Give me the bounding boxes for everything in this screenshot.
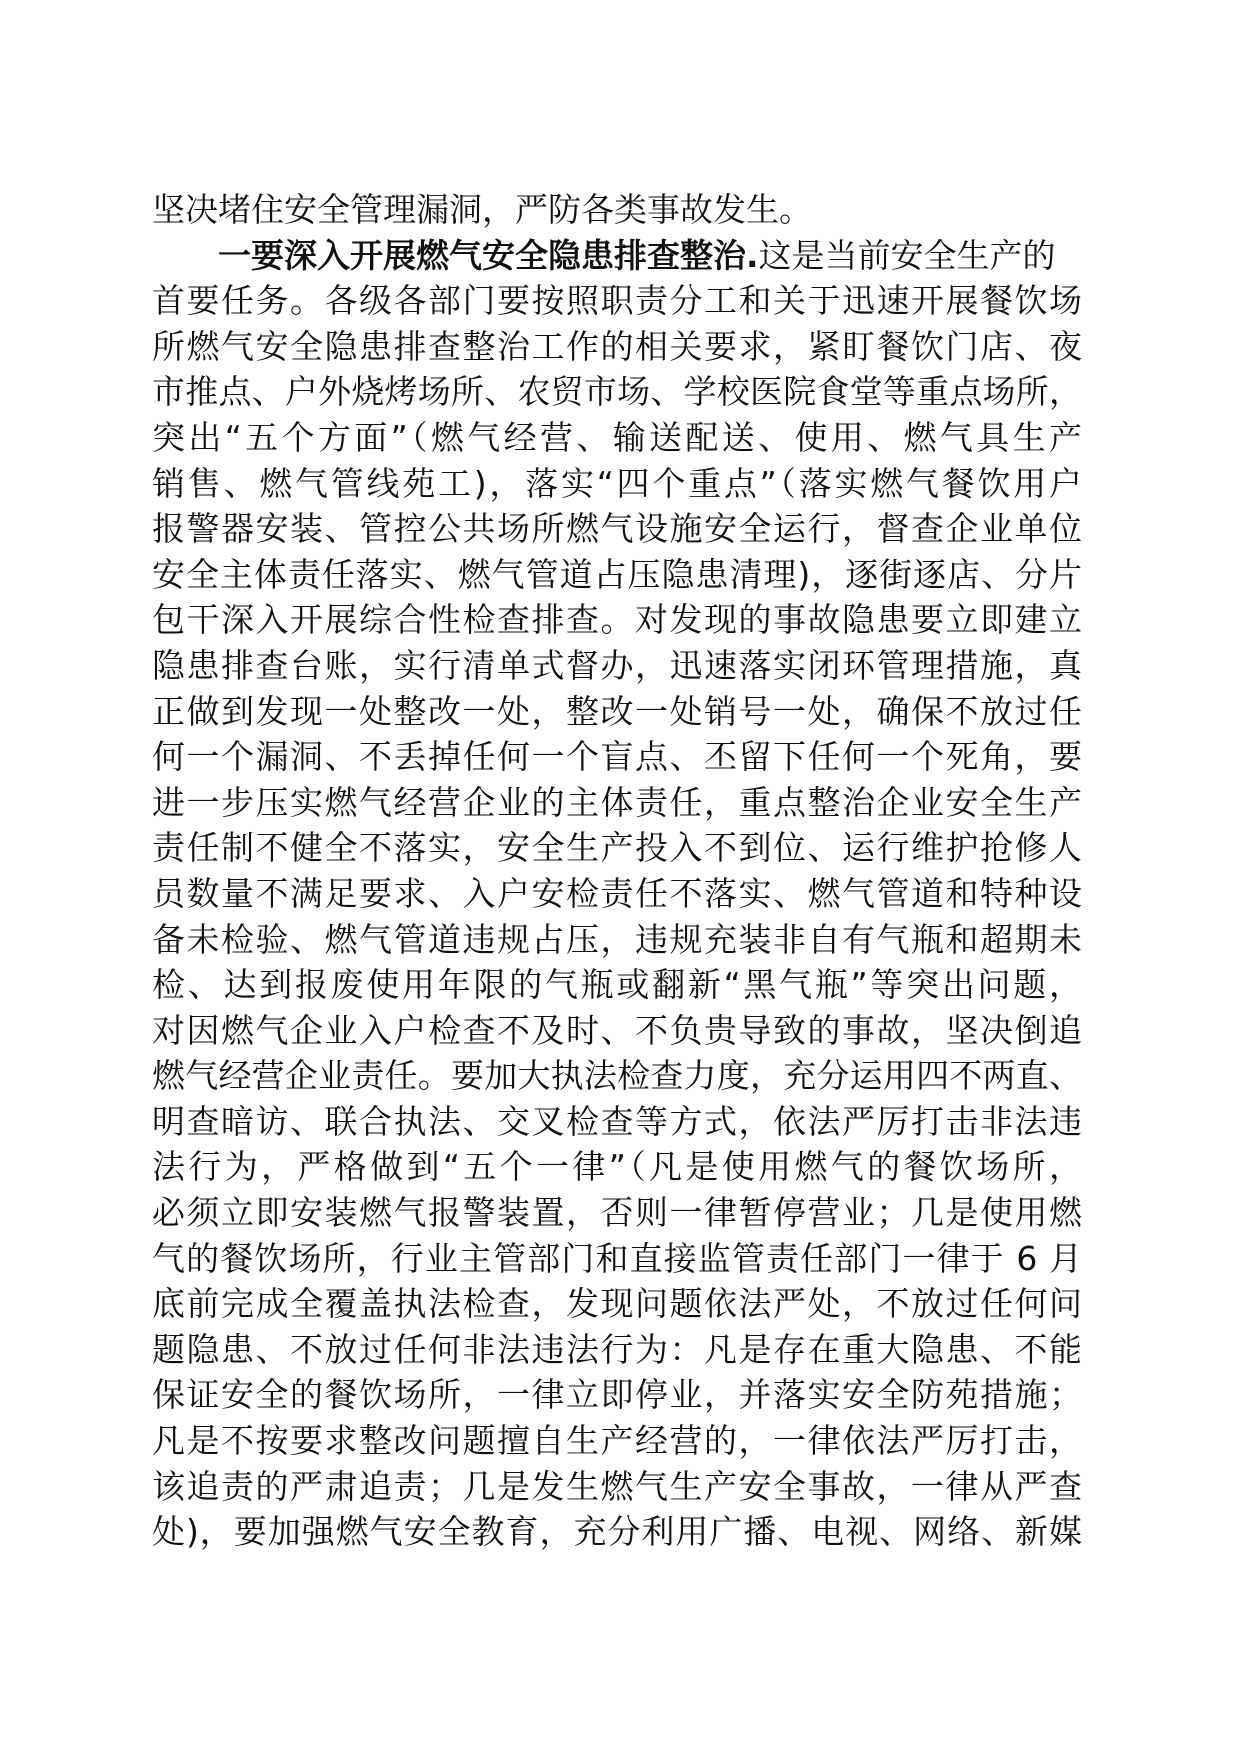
text-line: 突出“五个方面”（燃气经营、输送配送、使用、燃气具生产 [152, 417, 1082, 457]
paragraph-start-line [152, 233, 1082, 279]
text-line: 明查暗访、联合执法、交叉检查等方式，依法严厉打击非法违 [152, 1101, 1082, 1141]
text-line: 底前完成全覆盖执法检查，发现问题依法严处，不放过任何问 [152, 1284, 1082, 1324]
text-line: 何一个漏洞、不丢掉任何一个盲点、丕留下任何一个死角，要 [152, 737, 1082, 777]
text-line: 检、达到报废使用年限的气瓶或翻新“黑气瓶”等突出问题， [152, 965, 1082, 1005]
text-line: 安全主体责任落实、燃气管道占压隐患清理)，逐街逐店、分片 [152, 554, 1082, 594]
text-line: 气的餐饮场所，行业主管部门和直接监管责任部门一律于 6 月 [152, 1238, 1082, 1278]
text-line: 坚决堵住安全管理漏洞，严防各类事故发生。 [152, 190, 812, 229]
text-line: 正做到发现一处整改一处，整改一处销号一处，确保不放过任 [152, 691, 1082, 731]
text-line: 保证安全的餐饮场所，一律立即停业，并落实安全防苑措施； [152, 1375, 1082, 1415]
text-line: 该追责的严肃追责；几是发生燃气生产安全事故，一律从严查 [152, 1466, 1082, 1506]
text-line: 报警器安装、管控公共场所燃气设施安全运行，督查企业单位 [152, 509, 1082, 549]
text-line: 市推点、户外烧烤场所、农贸市场、学校医院食堂等重点场所， [152, 372, 1082, 412]
text-line: 对因燃气企业入户检查不及时、不负贵导致的事故，坚决倒追 [152, 1010, 1082, 1050]
text-line: 凡是不按要求整改问题擅自生产经营的，一律依法严厉打击， [152, 1421, 1082, 1461]
paragraph-heading: 一要深入开展燃气安全隐患排查整治. [218, 235, 759, 275]
text-line: 题隐患、不放过任何非法违法行为：凡是存在重大隐患、不能 [152, 1329, 1082, 1369]
text-line: 所燃气安全隐患排查整治工作的相关要求，紧盯餐饮门店、夜 [152, 326, 1082, 366]
text-line: 备未检验、燃气管道违规占压，违规充装非自有气瓶和超期未 [152, 919, 1082, 959]
text-line: 进一步压实燃气经营企业的主体责任，重点整治企业安全生产 [152, 782, 1082, 822]
text-line: 法行为，严格做到“五个一律”（凡是使用燃气的餐饮场所， [152, 1147, 1082, 1187]
document-body [152, 187, 1082, 1555]
text-line: 销售、燃气管线苑工)，落实“四个重点”（落实燃气餐饮用户 [152, 463, 1082, 503]
text-line: 这是当前安全生产的 [758, 235, 1056, 275]
text-line: 包干深入开展综合性检查排查。对发现的事故隐患要立即建立 [152, 600, 1082, 640]
text-line: 必须立即安装燃气报警装置，否则一律暂停营业；几是使用燃 [152, 1193, 1082, 1233]
text-line: 处)，要加强燃气安全教育，充分利用广播、电视、网络、新媒 [152, 1512, 1082, 1552]
text-line: 首要任务。各级各部门要按照职责分工和关于迅速开展餐饮场 [152, 281, 1082, 321]
text-line: 隐患排查台账，实行清单式督办，迅速落实闭环管理措施，真 [152, 645, 1082, 685]
text-line: 员数量不满足要求、入户安检责任不落实、燃气管道和特种设 [152, 873, 1082, 913]
text-line: 责任制不健全不落实，安全生产投入不到位、运行维护抢修人 [152, 828, 1082, 868]
text-line: 燃气经营企业责任。要加大执法检查力度，充分运用四不两直、 [152, 1056, 1082, 1096]
